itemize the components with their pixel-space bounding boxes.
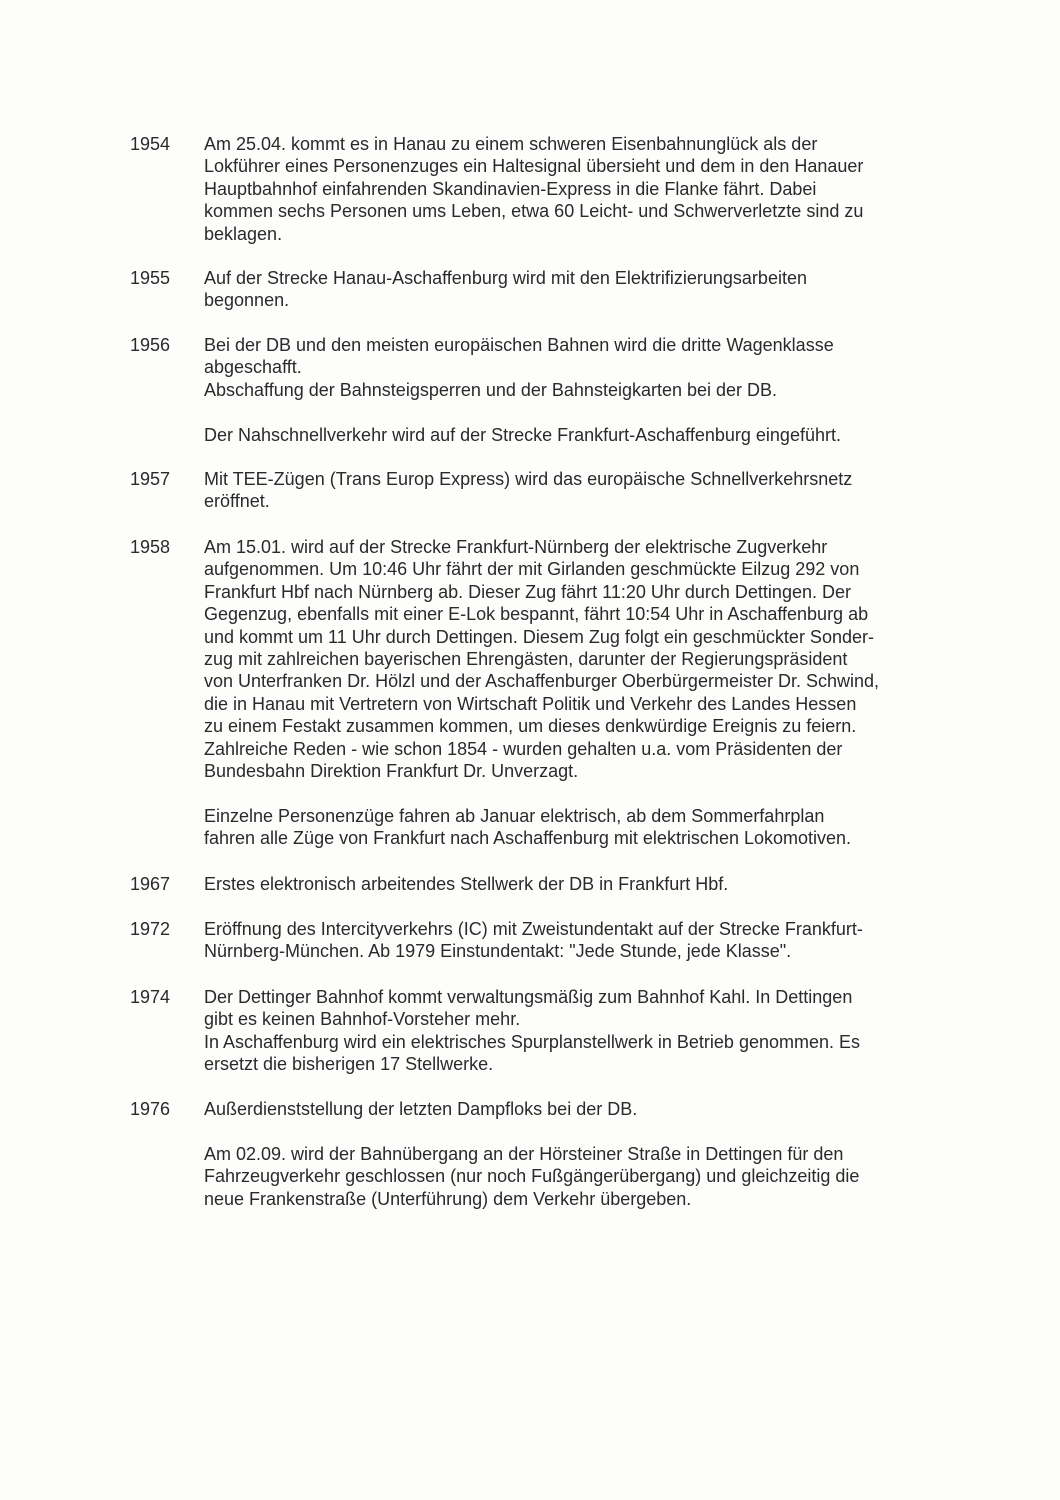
- text-line: fahren alle Züge von Frankfurt nach Aschaffenburg mit elektrischen Lokomotiven.: [204, 828, 852, 849]
- text-line: Bei der DB und den meisten europäischen Bahnen wird die dritte Wagenklasse: [204, 335, 834, 355]
- text-line: Am 02.09. wird der Bahnübergang an der Hörsteiner Straße in Dettingen für den: [204, 1143, 844, 1164]
- text-line: Hauptbahnhof einfahrenden Skandinavien-Express in die Flanke fährt. Dabei: [204, 178, 817, 199]
- text-line: die in Hanau mit Vertretern von Wirtschaft Politik und Verkehr des Landes Hessen: [204, 693, 857, 714]
- text-line: gibt es keinen Bahnhof-Vorsteher mehr.: [204, 1009, 521, 1030]
- text-line: Fahrzeugverkehr geschlossen (nur noch Fußgängerübergang) und gleichzeitig die: [204, 1166, 860, 1187]
- entry-paragraph: [204, 424, 940, 446]
- text-line: Auf der Strecke Hanau-Aschaffenburg wird mit den Elektrifizierungsarbeiten: [204, 268, 807, 288]
- text-line: und kommt um 11 Uhr durch Dettingen. Diesem Zug folgt ein geschmückter Sonder-: [204, 626, 874, 647]
- entry-year: 1976: [130, 1099, 171, 1119]
- entry-year: 1967: [130, 874, 171, 894]
- text-line: kommen sechs Personen ums Leben, etwa 60 Leicht- und Schwerverletzte sind zu: [204, 201, 864, 222]
- entry-paragraph: [204, 334, 940, 401]
- entry-content: [204, 536, 940, 850]
- text-line: Am 15.01. wird auf der Strecke Frankfurt-Nürnberg der elektrische Zugverkehr: [204, 537, 828, 557]
- entry-year: 1958: [130, 537, 171, 557]
- text-line: Eröffnung des Intercityverkehrs (IC) mit Zweistundentakt auf der Strecke Frankfurt-: [204, 919, 863, 939]
- text-line: zug mit zahlreichen bayerischen Ehrengästen, darunter der Regierungspräsident: [204, 649, 848, 670]
- text-line: Am 25.04. kommt es in Hanau zu einem schweren Eisenbahnunglück als der: [204, 134, 818, 154]
- entry-content: [204, 873, 940, 895]
- text-line: eröffnet.: [204, 491, 270, 512]
- entry-paragraph: [204, 468, 940, 513]
- entry-content: [204, 334, 940, 446]
- text-line: Nürnberg-München. Ab 1979 Einstundentakt: "Jede Stunde, jede Klasse".: [204, 941, 792, 962]
- text-line: aufgenommen. Um 10:46 Uhr fährt der mit Girlanden geschmückte Eilzug 292 von: [204, 559, 860, 580]
- entry-content: [204, 1098, 940, 1210]
- text-line: von Unterfranken Dr. Hölzl und der Aschaffenburger Oberbürgermeister Dr. Schwind,: [204, 671, 879, 692]
- entry-year: 1954: [130, 134, 171, 154]
- text-line: Gegenzug, ebenfalls mit einer E-Lok bespannt, fährt 10:54 Uhr in Aschaffenburg ab: [204, 604, 869, 625]
- entry-paragraph: [204, 1098, 940, 1120]
- entry-content: [204, 918, 940, 963]
- entry-paragraph: [204, 805, 940, 850]
- entry-paragraph: [204, 986, 940, 1076]
- text-line: Bundesbahn Direktion Frankfurt Dr. Unverzagt.: [204, 761, 579, 782]
- entry-year: 1974: [130, 987, 171, 1007]
- text-line: neue Frankenstraße (Unterführung) dem Verkehr übergeben.: [204, 1188, 692, 1209]
- entry-paragraph: [204, 918, 940, 963]
- entry-paragraph: [204, 133, 940, 245]
- text-line: Abschaffung der Bahnsteigsperren und der Bahnsteigkarten bei der DB.: [204, 379, 778, 400]
- text-line: Einzelne Personenzüge fahren ab Januar elektrisch, ab dem Sommerfahrplan: [204, 805, 825, 826]
- text-line: In Aschaffenburg wird ein elektrisches Spurplanstellwerk in Betrieb genommen. Es: [204, 1031, 861, 1052]
- entry-year: 1955: [130, 268, 171, 288]
- entry-year: 1972: [130, 919, 171, 939]
- text-line: Lokführer eines Personenzuges ein Haltesignal übersieht und dem in den Hanauer: [204, 156, 864, 177]
- entry-content: [204, 468, 940, 513]
- text-line: ersetzt die bisherigen 17 Stellwerke.: [204, 1054, 494, 1075]
- entry-paragraph: [204, 873, 940, 895]
- text-line: Zahlreiche Reden - wie schon 1854 - wurden gehalten u.a. vom Präsidenten der: [204, 738, 843, 759]
- text-line: Außerdienststellung der letzten Dampfloks bei der DB.: [204, 1099, 638, 1119]
- entry-content: [204, 986, 940, 1076]
- entry-content: [204, 267, 940, 312]
- entry-paragraph: [204, 536, 940, 782]
- text-line: abgeschafft.: [204, 357, 302, 378]
- text-line: Erstes elektronisch arbeitendes Stellwerk der DB in Frankfurt Hbf.: [204, 874, 729, 894]
- text-line: Der Nahschnellverkehr wird auf der Strecke Frankfurt-Aschaffenburg eingeführt.: [204, 424, 841, 445]
- entry-year: 1956: [130, 335, 171, 355]
- text-line: zu einem Festakt zusammen kommen, um dieses denkwürdige Ereignis zu feiern.: [204, 716, 857, 737]
- entry-year: 1957: [130, 469, 171, 489]
- text-line: begonnen.: [204, 290, 290, 311]
- text-line: Der Dettinger Bahnhof kommt verwaltungsmäßig zum Bahnhof Kahl. In Dettingen: [204, 987, 853, 1007]
- entry-paragraph: [204, 1143, 940, 1210]
- entry-content: [204, 133, 940, 245]
- entry-paragraph: [204, 267, 940, 312]
- text-line: Frankfurt Hbf nach Nürnberg ab. Dieser Zug fährt 11:20 Uhr durch Dettingen. Der: [204, 581, 851, 602]
- text-line: Mit TEE-Zügen (Trans Europ Express) wird das europäische Schnellverkehrsnetz: [204, 469, 853, 489]
- text-line: beklagen.: [204, 223, 283, 244]
